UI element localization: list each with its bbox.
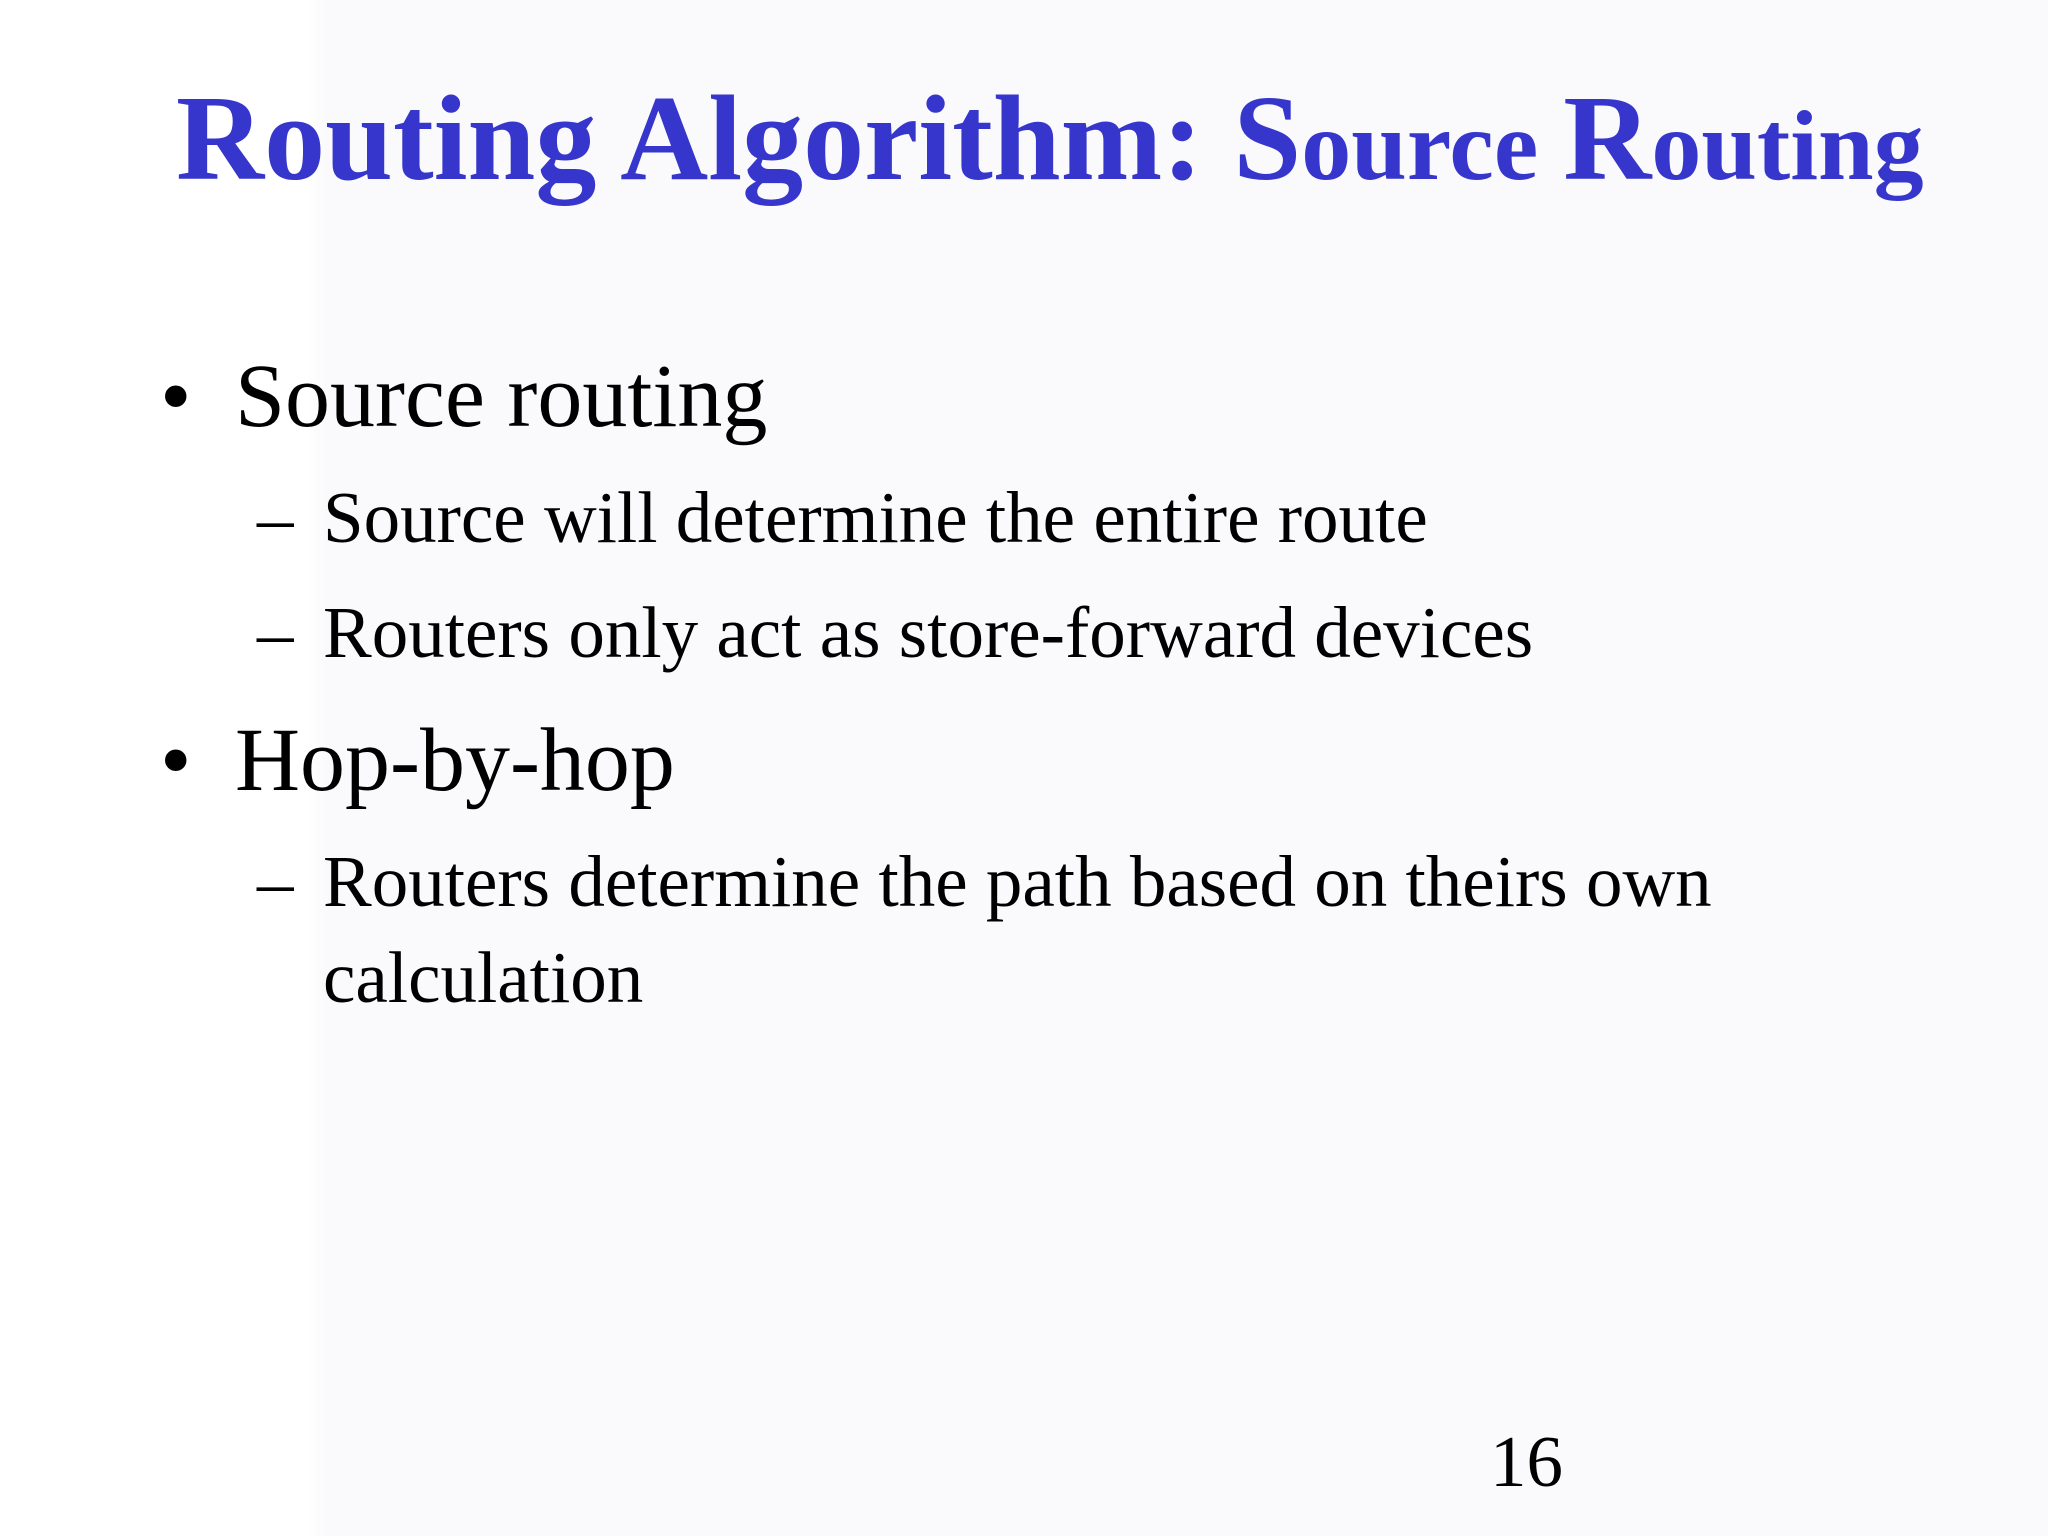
sub-bullet-source-determines-route	[257, 477, 1428, 558]
sub-bullet-text: Source will determine the entire route	[323, 477, 1428, 558]
sub-bullet-routers-determine-path	[257, 841, 1712, 922]
slide-title	[176, 71, 1924, 206]
dash-marker: –	[257, 477, 294, 558]
bullet-marker: •	[160, 347, 192, 446]
bullet-source-routing	[160, 347, 768, 446]
sub-bullet-continuation-text: calculation	[323, 937, 644, 1018]
sub-bullet-continuation	[323, 937, 644, 1018]
bullet-marker: •	[160, 711, 192, 810]
bullet-text: Hop-by-hop	[235, 711, 675, 810]
title-main: Routing Algorithm:	[176, 71, 1234, 206]
dash-marker: –	[257, 841, 294, 922]
title-routing-initial: R	[1563, 71, 1652, 206]
title-source-initial: S	[1233, 71, 1302, 206]
sub-bullet-text: Routers only act as store-forward devices	[323, 592, 1534, 673]
bullet-hop-by-hop	[160, 711, 675, 810]
title-source-rest: ource	[1301, 90, 1564, 201]
page-number: 16	[1490, 1421, 1563, 1502]
title-routing-rest: outing	[1651, 90, 1924, 201]
sub-bullet-text: Routers determine the path based on theirs own	[323, 841, 1712, 922]
bullet-text: Source routing	[235, 347, 768, 446]
dash-marker: –	[257, 592, 294, 673]
sub-bullet-routers-store-forward	[257, 592, 1534, 673]
